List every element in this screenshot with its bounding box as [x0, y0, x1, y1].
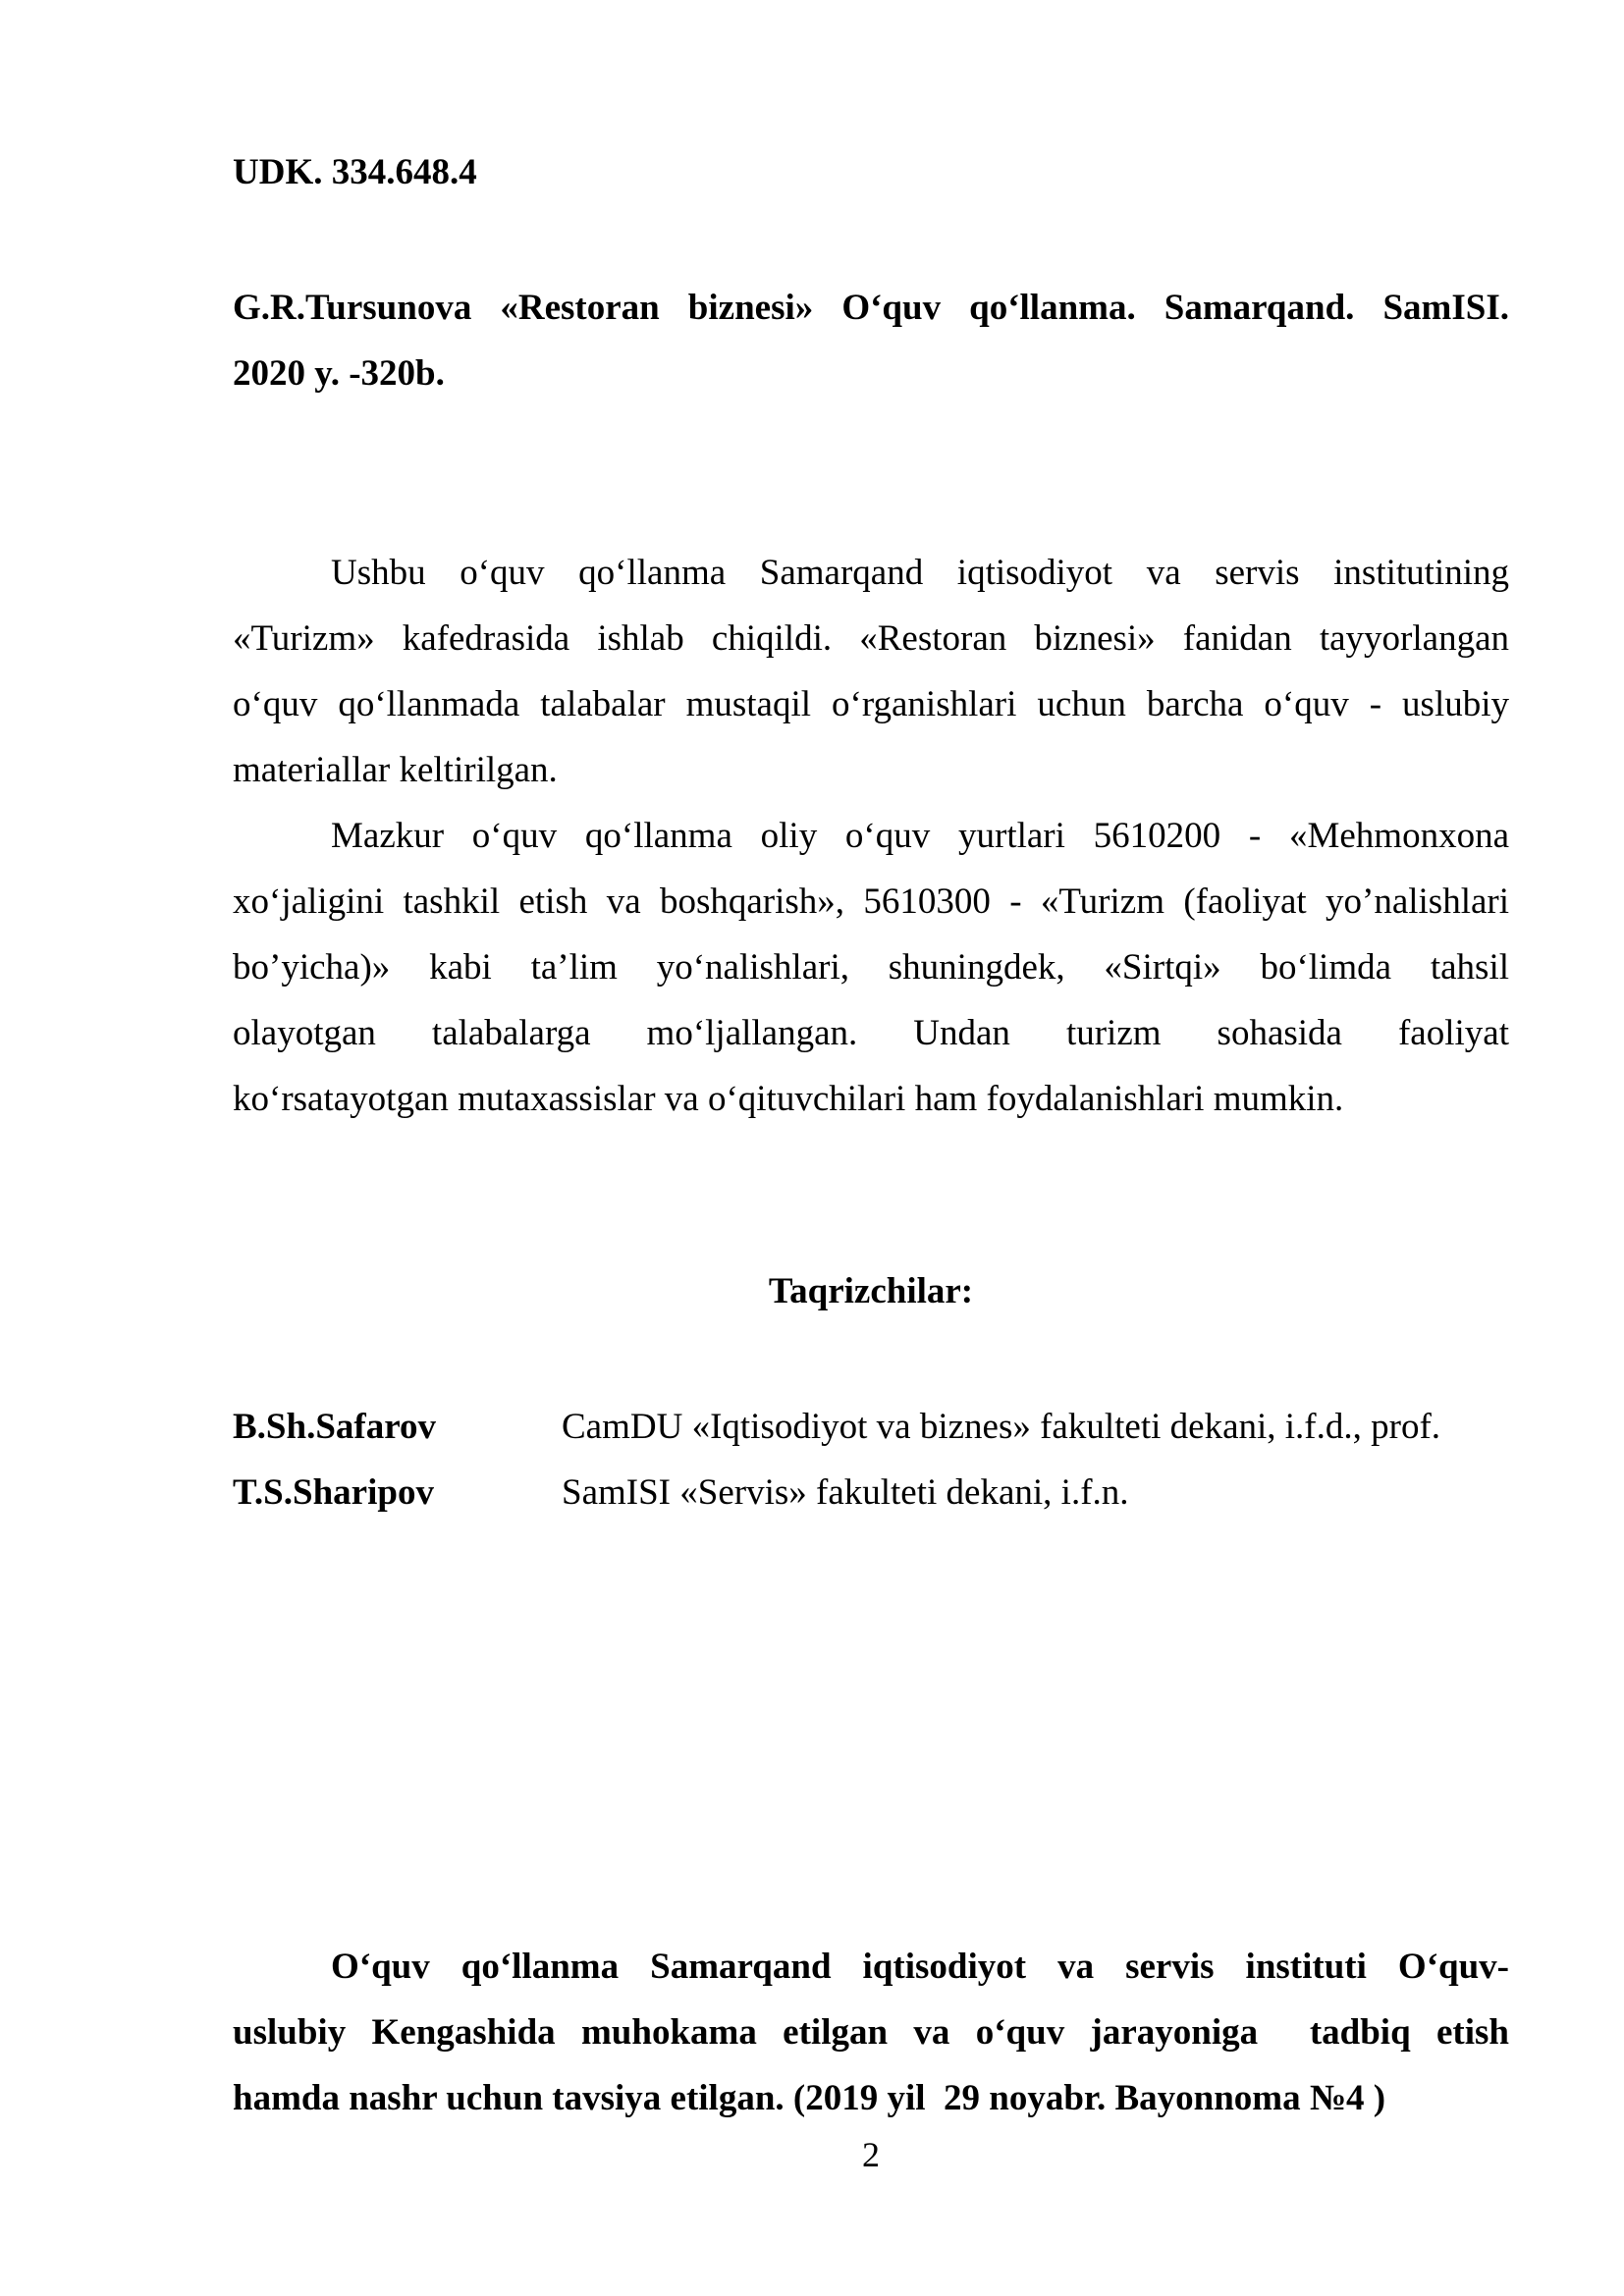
reviewer-description: SamISI «Servis» fakulteti dekani, i.f.n. [562, 1472, 1129, 1513]
reviewer-row [233, 1460, 1509, 1525]
reviewer-name: T.S.Sharipov [233, 1472, 434, 1513]
approval-paragraph-line: O‘quv qo‘llanma Samarqand iqtisodiyot va servis instituti O‘quv- [331, 1947, 1509, 1987]
audience-paragraph-line: olayotgan talabalarga mo‘ljallangan. Undan turizm sohasida faoliyat [233, 1013, 1509, 1053]
intro-paragraph-line: Ushbu o‘quv qo‘llanma Samarqand iqtisodiyot va servis institutining [331, 553, 1509, 593]
approval-paragraph-line: hamda nashr uchun tavsiya etilgan. (2019 yil 29 noyabr. Bayonnoma №4 ) [233, 2078, 1386, 2118]
page-number: 2 [862, 2135, 880, 2174]
reviewer-name: B.Sh.Safarov [233, 1407, 436, 1447]
reviewer-row [233, 1394, 1509, 1460]
reviewer-description: CamDU «Iqtisodiyot va biznes» fakulteti dekani, i.f.d., prof. [562, 1407, 1441, 1447]
intro-paragraph-line: o‘quv qo‘llanmada talabalar mustaqil o‘rganishlari uchun barcha o‘quv - uslubiy [233, 684, 1509, 724]
approval-paragraph [233, 1934, 1509, 2131]
citation-line: 2020 y. -320b. [233, 353, 445, 394]
approval-paragraph-line: uslubiy Kengashida muhokama etilgan va o‘quv jarayoniga tadbiq etish [233, 2012, 1509, 2053]
intro-paragraph-line: «Turizm» kafedrasida ishlab chiqildi. «Restoran biznesi» fanidan tayyorlangan [233, 618, 1509, 659]
udk-code: UDK. 334.648.4 [233, 152, 477, 192]
reviewers-list [233, 1394, 1509, 1525]
citation-line: G.R.Tursunova «Restoran biznesi» O‘quv qo‘llanma. Samarqand. SamISI. [233, 288, 1509, 328]
audience-paragraph-line: xo‘jaligini tashkil etish va boshqarish», 5610300 - «Turizm (faoliyat yo’nalishlari [233, 881, 1509, 922]
audience-paragraph-line: Mazkur o‘quv qo‘llanma oliy o‘quv yurtlari 5610200 - «Mehmonxona [331, 816, 1509, 856]
audience-paragraph-line: bo’yicha)» kabi ta’lim yo‘nalishlari, shuningdek, «Sirtqi» bo‘limda tahsil [233, 947, 1509, 988]
intro-paragraph [233, 540, 1509, 803]
reviewers-heading: Taqrizchilar: [768, 1271, 974, 1311]
intro-paragraph-line: materiallar keltirilgan. [233, 750, 558, 790]
audience-paragraph [233, 803, 1509, 1132]
audience-paragraph-line: ko‘rsatayotgan mutaxassislar va o‘qituvchilari ham foydalanishlari mumkin. [233, 1079, 1344, 1119]
bibliographic-citation [233, 275, 1509, 406]
